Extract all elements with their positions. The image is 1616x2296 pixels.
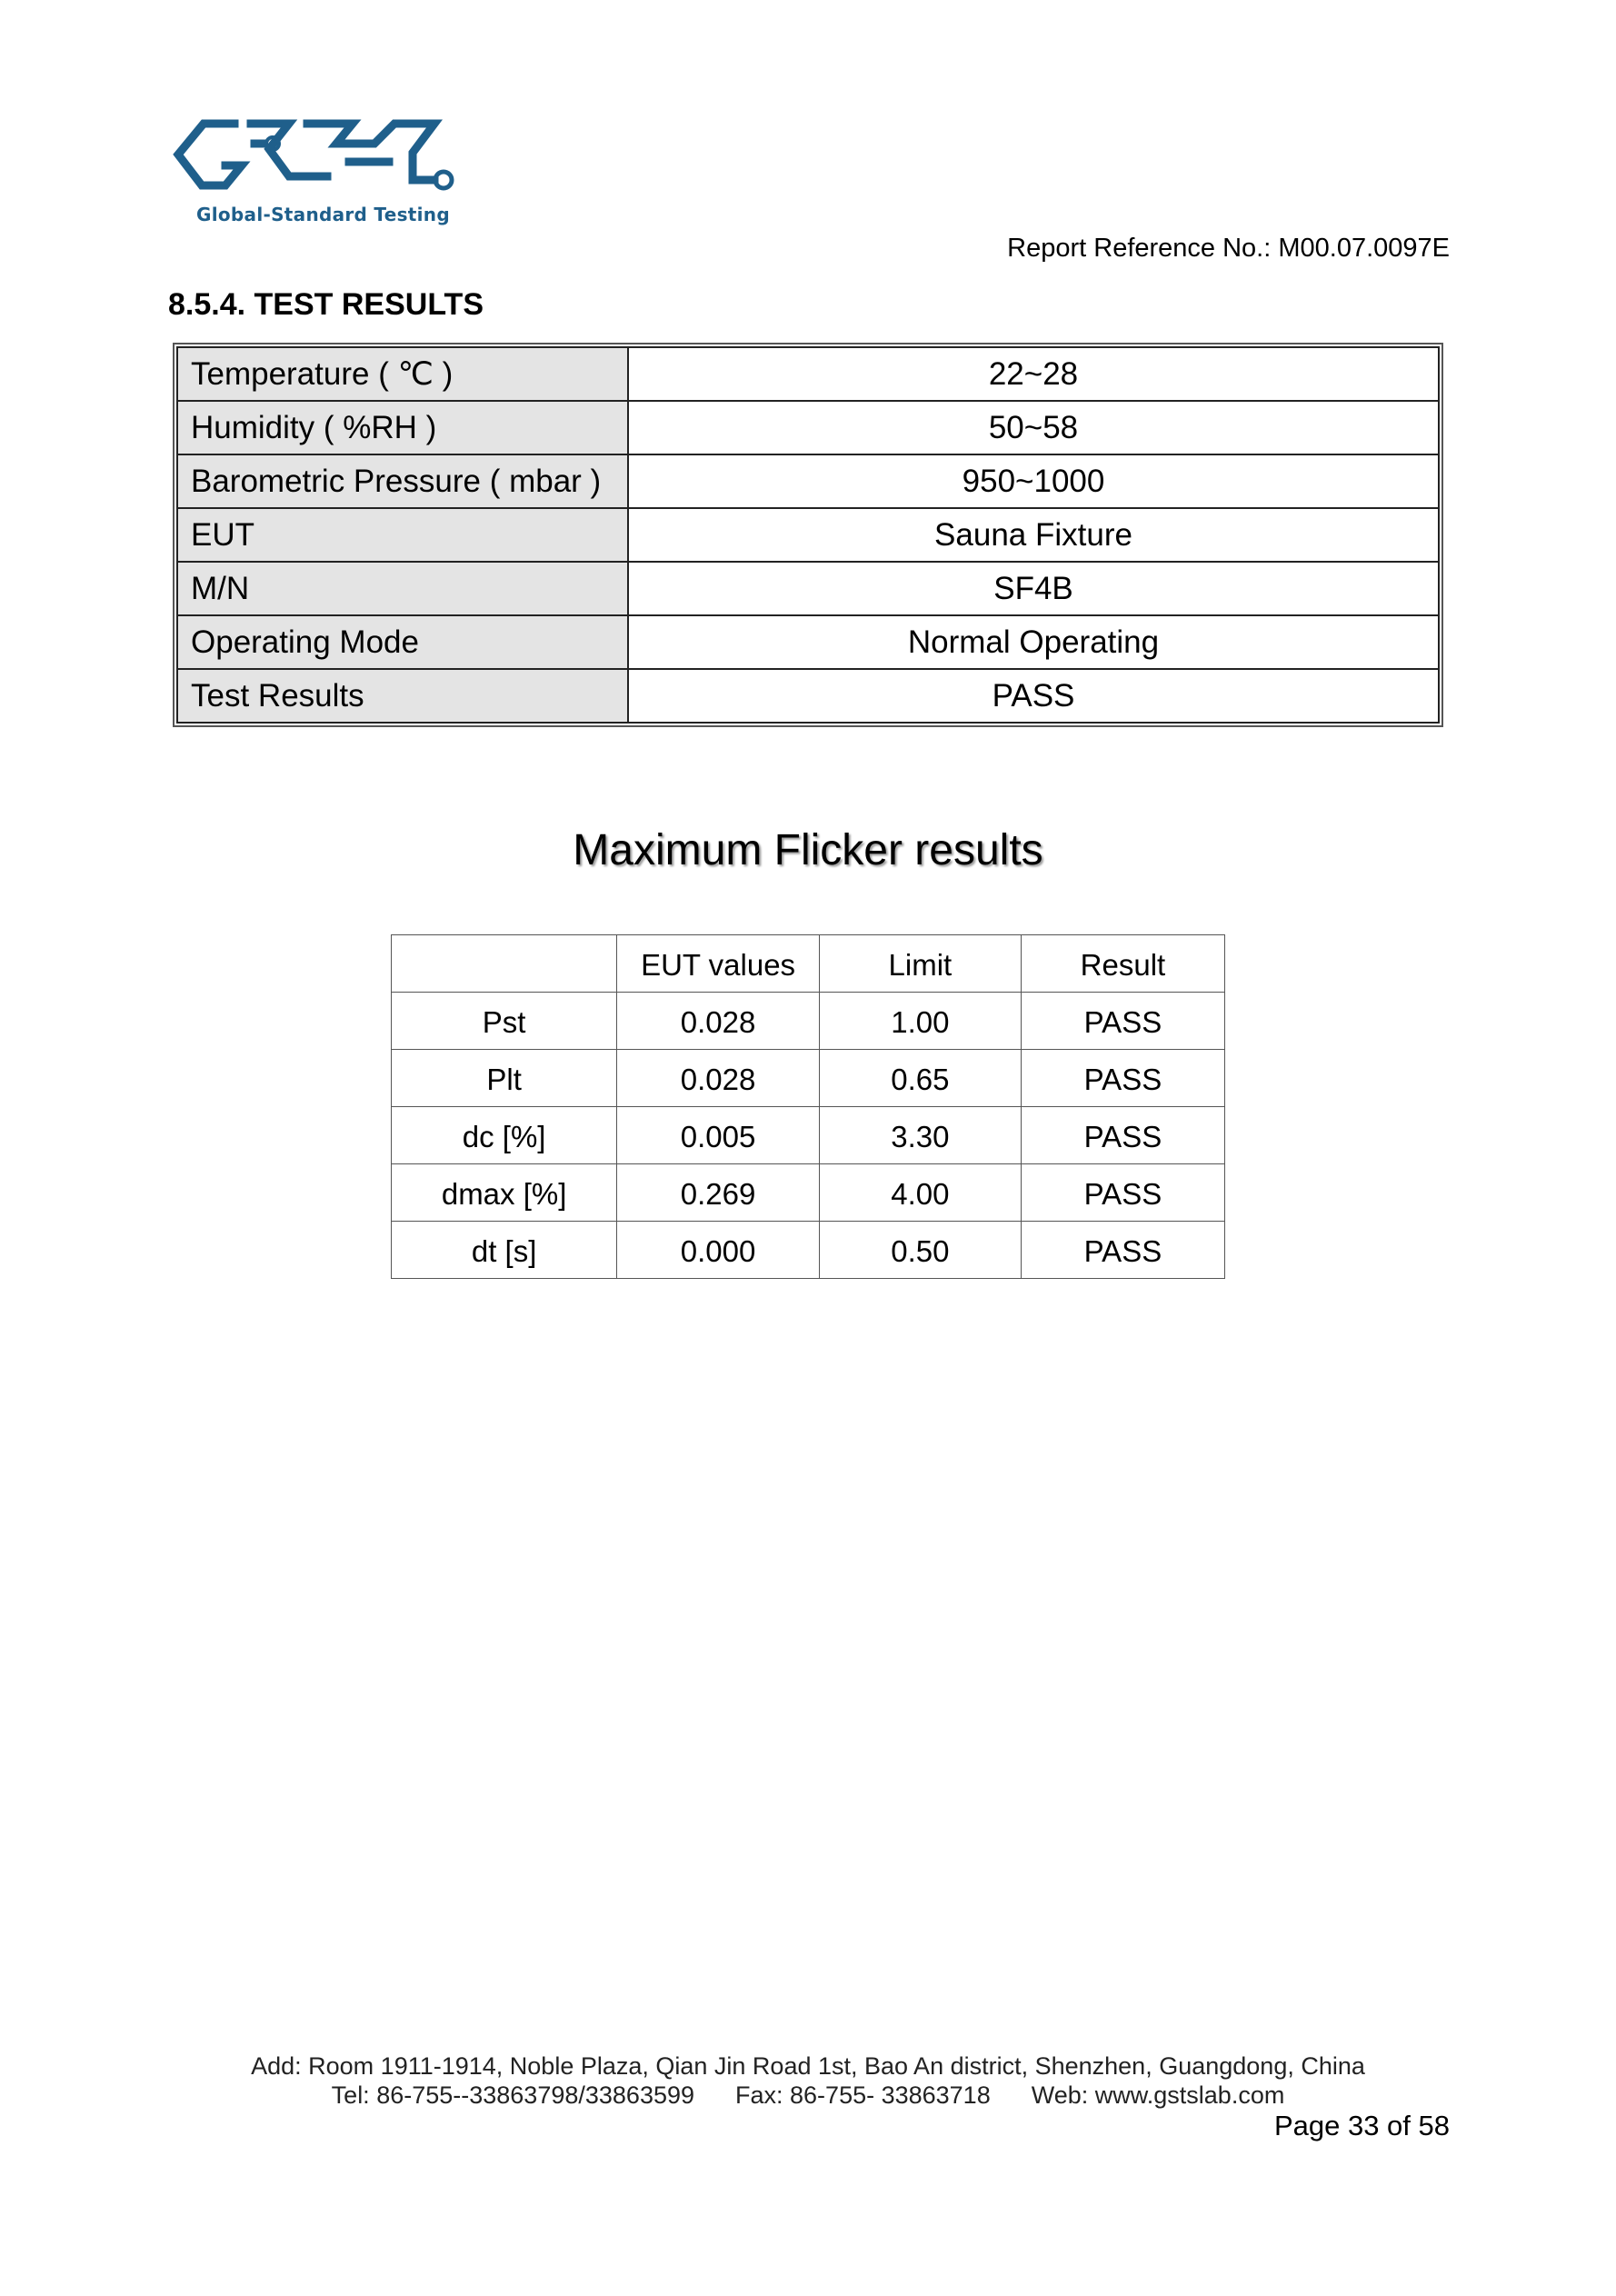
result-cell: PASS xyxy=(1021,1164,1224,1222)
condition-value: 50~58 xyxy=(628,401,1439,454)
table-row xyxy=(177,669,1439,723)
result-cell: PASS xyxy=(1021,1222,1224,1279)
footer-address: Add: Room 1911-1914, Noble Plaza, Qian Jin Road 1st, Bao An district, Shenzhen, Guangdong, China xyxy=(251,2052,1365,2080)
condition-value: 950~1000 xyxy=(628,454,1439,508)
eut-value-cell: 0.028 xyxy=(617,993,820,1050)
report-reference: Report Reference No.: M00.07.0097E xyxy=(1007,234,1450,263)
eut-value-cell: 0.000 xyxy=(617,1222,820,1279)
logo-caption: Global-Standard Testing xyxy=(196,204,450,225)
table-header-row xyxy=(392,935,1225,993)
flicker-title: Maximum Flicker results xyxy=(573,826,1043,874)
table-row xyxy=(392,1222,1225,1279)
limit-cell: 0.50 xyxy=(819,1222,1021,1279)
table-row xyxy=(177,562,1439,615)
table-row xyxy=(392,1050,1225,1107)
limit-cell: 0.65 xyxy=(819,1050,1021,1107)
gst-logo-icon xyxy=(171,116,462,207)
limit-cell: 4.00 xyxy=(819,1164,1021,1222)
limit-cell: 3.30 xyxy=(819,1107,1021,1164)
column-header: Limit xyxy=(819,935,1021,993)
section-title: 8.5.4. TEST RESULTS xyxy=(168,287,484,322)
parameter-cell: dc [%] xyxy=(392,1107,617,1164)
condition-label: Test Results xyxy=(177,669,628,723)
eut-value-cell: 0.005 xyxy=(617,1107,820,1164)
condition-value: Normal Operating xyxy=(628,615,1439,669)
table-row xyxy=(177,347,1439,401)
condition-label: Operating Mode xyxy=(177,615,628,669)
test-conditions-table xyxy=(173,343,1443,727)
table-row xyxy=(177,401,1439,454)
limit-cell: 1.00 xyxy=(819,993,1021,1050)
condition-value: SF4B xyxy=(628,562,1439,615)
condition-label: Temperature ( ℃ ) xyxy=(177,347,628,401)
column-header: EUT values xyxy=(617,935,820,993)
flicker-results-table xyxy=(391,934,1225,1279)
parameter-cell: dmax [%] xyxy=(392,1164,617,1222)
table-row xyxy=(177,615,1439,669)
parameter-cell: dt [s] xyxy=(392,1222,617,1279)
condition-label: Barometric Pressure ( mbar ) xyxy=(177,454,628,508)
result-cell: PASS xyxy=(1021,1107,1224,1164)
table-row xyxy=(177,508,1439,562)
footer-contact: Tel: 86-755--33863798/33863599 Fax: 86-755- 33863718 Web: www.gstslab.com xyxy=(331,2081,1285,2109)
company-logo xyxy=(171,116,462,235)
parameter-cell: Plt xyxy=(392,1050,617,1107)
table-row xyxy=(392,1164,1225,1222)
parameter-cell: Pst xyxy=(392,993,617,1050)
condition-label: Humidity ( %RH ) xyxy=(177,401,628,454)
result-cell: PASS xyxy=(1021,993,1224,1050)
eut-value-cell: 0.269 xyxy=(617,1164,820,1222)
column-header xyxy=(392,935,617,993)
condition-label: EUT xyxy=(177,508,628,562)
result-cell: PASS xyxy=(1021,1050,1224,1107)
table-row xyxy=(177,454,1439,508)
condition-label: M/N xyxy=(177,562,628,615)
table-row xyxy=(392,1107,1225,1164)
table-row xyxy=(392,993,1225,1050)
eut-value-cell: 0.028 xyxy=(617,1050,820,1107)
condition-value: 22~28 xyxy=(628,347,1439,401)
condition-value: Sauna Fixture xyxy=(628,508,1439,562)
condition-value: PASS xyxy=(628,669,1439,723)
page-number: Page 33 of 58 xyxy=(1273,2110,1450,2141)
column-header: Result xyxy=(1021,935,1224,993)
